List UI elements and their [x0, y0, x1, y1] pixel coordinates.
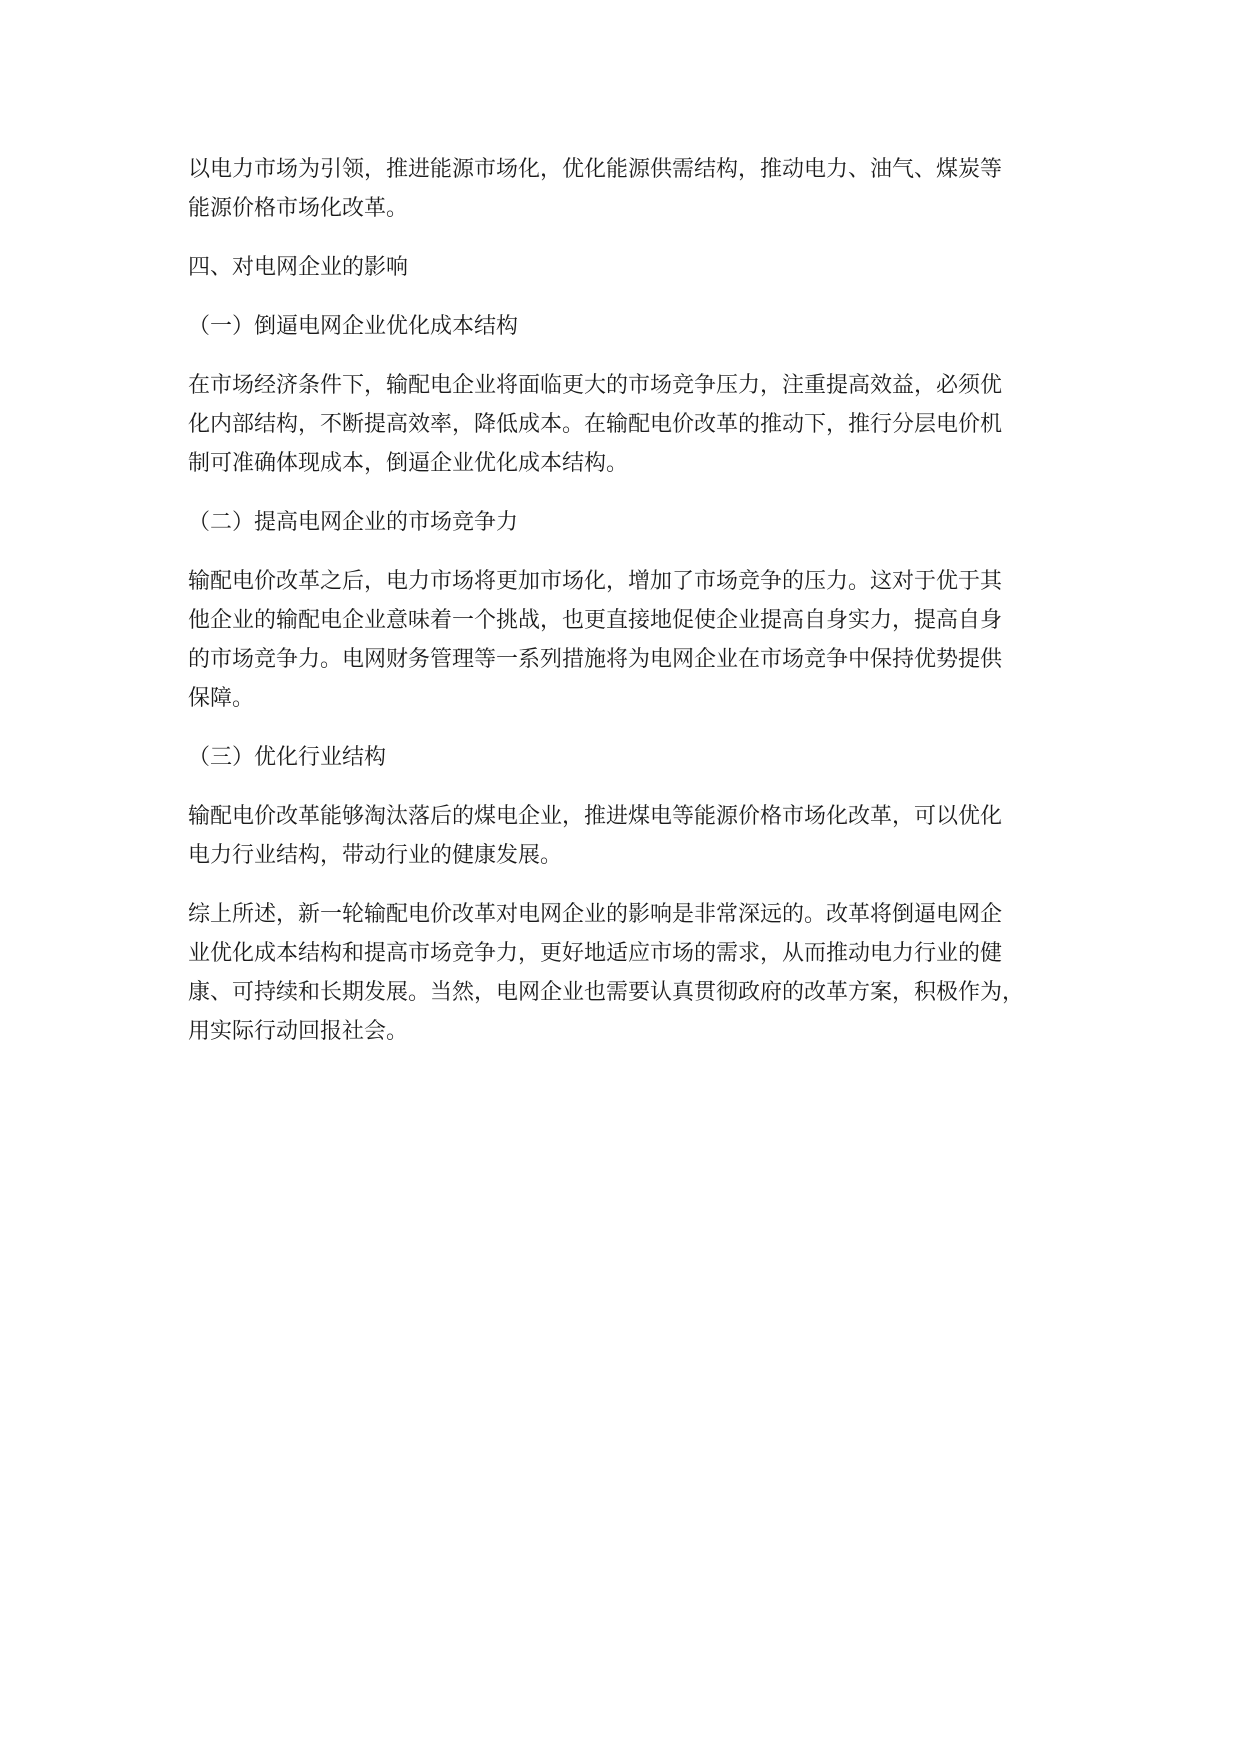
text-line: 在市场经济条件下，输配电企业将面临更大的市场竞争压力，注重提高效益，必须优 [188, 373, 1003, 398]
document-body [188, 150, 1088, 1051]
text-line: 康、可持续和长期发展。当然，电网企业也需要认真贯彻政府的改革方案，积极作为， [188, 980, 1025, 1005]
section-heading: 四、对电网企业的影响 [188, 255, 409, 280]
subsection-heading: （二）提高电网企业的市场竞争力 [188, 510, 519, 535]
text-line: 综上所述，新一轮输配电价改革对电网企业的影响是非常深远的。改革将倒逼电网企 [188, 902, 1003, 927]
paragraph-industry-structure [188, 797, 1088, 875]
text-line: 用实际行动回报社会。 [188, 1019, 409, 1044]
text-line: 业优化成本结构和提高市场竞争力，更好地适应市场的需求，从而推动电力行业的健 [188, 941, 1003, 966]
text-line: 的市场竞争力。电网财务管理等一系列措施将为电网企业在市场竞争中保持优势提供 [188, 647, 1003, 672]
subsection-heading: （一）倒逼电网企业优化成本结构 [188, 314, 519, 339]
text-line: 化内部结构，不断提高效率，降低成本。在输配电价改革的推动下，推行分层电价机 [188, 412, 1003, 437]
text-line: 输配电价改革之后，电力市场将更加市场化，增加了市场竞争的压力。这对于优于其 [188, 569, 1003, 594]
paragraph-cost-structure [188, 366, 1088, 483]
text-line: 以电力市场为引领，推进能源市场化，优化能源供需结构，推动电力、油气、煤炭等 [188, 157, 1003, 182]
paragraph-intro [188, 150, 1088, 228]
text-line: 制可准确体现成本，倒逼企业优化成本结构。 [188, 451, 629, 476]
text-line: 能源价格市场化改革。 [188, 196, 409, 221]
paragraph-conclusion [188, 895, 1088, 1051]
text-line: 保障。 [188, 686, 255, 711]
subsection-heading: （三）优化行业结构 [188, 745, 387, 770]
paragraph-competitiveness [188, 562, 1088, 718]
text-line: 他企业的输配电企业意味着一个挑战，也更直接地促使企业提高自身实力，提高自身 [188, 608, 1003, 633]
text-line: 输配电价改革能够淘汰落后的煤电企业，推进煤电等能源价格市场化改革，可以优化 [188, 804, 1003, 829]
text-line: 电力行业结构，带动行业的健康发展。 [188, 843, 563, 868]
